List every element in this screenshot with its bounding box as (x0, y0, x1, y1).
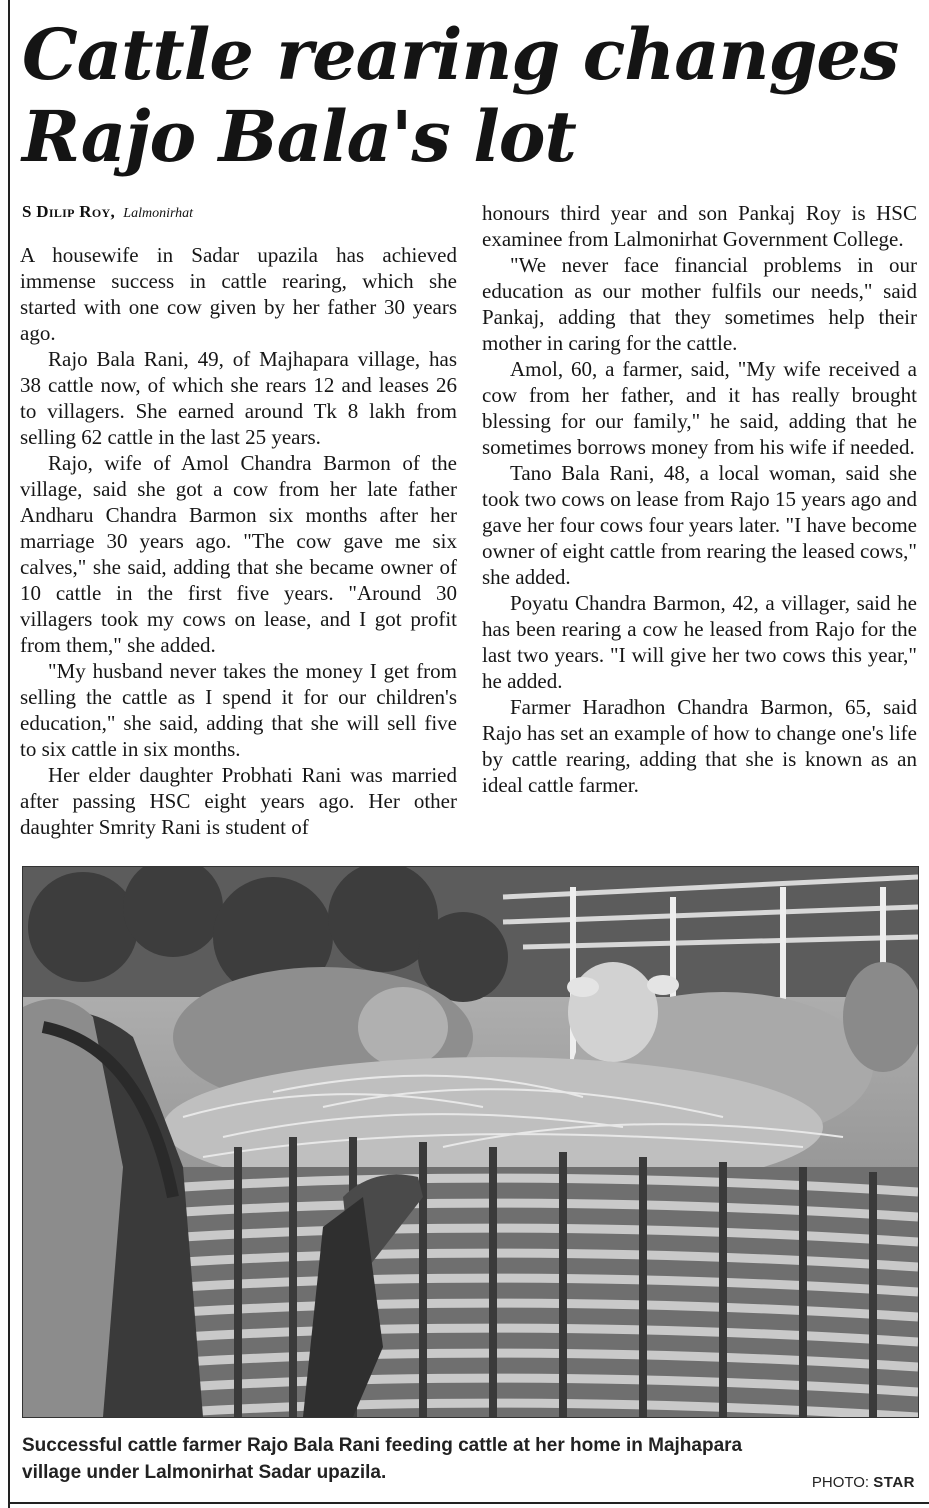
paragraph: "We never face financial problems in our education as our mother fulfils our needs," said Pankaj, adding that they sometimes help their mother in caring for the cattle. (482, 253, 917, 355)
page-rule-bottom (8, 1502, 929, 1504)
paragraph: Her elder daughter Probhati Rani was married after passing HSC eight years ago. Her other daughter Smrity Rani is student of (20, 763, 457, 839)
photo-caption: Successful cattle farmer Rajo Bala Rani feeding cattle at her home in Majhapara village under Lalmonirhat Sadar upazila. (22, 1435, 743, 1483)
byline-place: Lalmonirhat (123, 206, 194, 221)
headline (22, 14, 912, 178)
byline (22, 202, 193, 222)
article-column-left (20, 242, 457, 840)
paragraph: Poyatu Chandra Barmon, 42, a villager, said he has been rearing a cow he leased from Rajo for the last two years. "I will give her two cows this year," he added. (482, 591, 917, 693)
paragraph: Amol, 60, a farmer, said, "My wife received a cow from her father, and it has really brought blessing for our family," he said, adding that he sometimes borrows money from his wife if needed. (482, 357, 917, 459)
photo-credit (812, 1474, 915, 1491)
paragraph: "My husband never takes the money I get from selling the cattle as I spend it for our children's education," she said, adding that she will sell five to six cattle in six months. (20, 659, 457, 761)
headline-line-1: Cattle rearing changes (22, 13, 899, 96)
photo-credit-source: STAR (873, 1474, 915, 1491)
paragraph: Rajo Bala Rani, 49, of Majhapara village, has 38 cattle now, of which she rears 12 and leases 26 to villagers. She earned around Tk 8 lakh from selling 62 cattle in the last 25 years. (20, 347, 457, 449)
paragraph: Farmer Haradhon Chandra Barmon, 65, said Rajo has set an example of how to change one's life by cattle rearing, adding that she is known as an ideal cattle farmer. (482, 695, 917, 797)
byline-author: S Dilip Roy, (22, 202, 116, 221)
article-column-right (482, 200, 917, 798)
photo-credit-label: PHOTO: (811, 1474, 870, 1491)
paragraph: Tano Bala Rani, 48, a local woman, said she took two cows on lease from Rajo 15 years ago and gave her four cows four years later. "I have become owner of eight cattle from rearing the leased cows," she added. (482, 461, 917, 589)
paragraph: A housewife in Sadar upazila has achieved immense success in cattle rearing, which she started with one cow given by her father 30 years ago. (20, 243, 457, 345)
headline-line-2: Rajo Bala's lot (22, 95, 576, 178)
paragraph: Rajo, wife of Amol Chandra Barmon of the village, said she got a cow from her late father Andharu Chandra Barmon six months after her marriage 30 years ago. "The cow gave me six calves," she said, adding that she became owner of 10 cattle in the first five years. "Around 30 villagers took my cows on lease, and I got profit from them," she added. (20, 451, 457, 657)
paragraph: honours third year and son Pankaj Roy is HSC examinee from Lalmonirhat Government College. (482, 201, 917, 251)
article-photo (22, 866, 919, 1418)
page-rule-left (8, 0, 10, 1508)
